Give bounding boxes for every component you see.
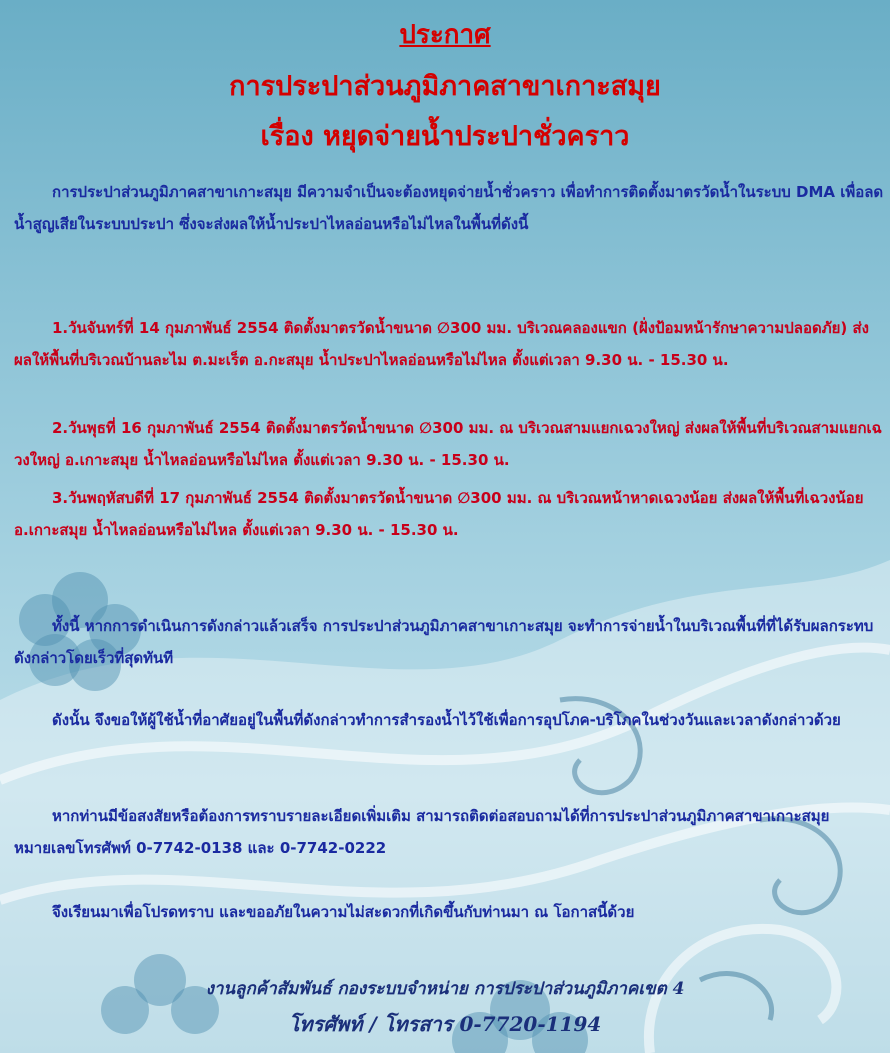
schedule-item-2: 2.วันพุธที่ 16 กุมภาพันธ์ 2554 ติดตั้งมาตรวัดน้ำขนาด ∅300 มม. ณ บริเวณสามแยกเฉวงใหญ่ ส่งผลให้พื้นที่บริเวณสามแยกเฉวงใหญ่ อ.เกาะสมุย น้ำไหลอ่อนหรือไม่ไหล ตั้งแต่เวลา 9.30 น. - 15.30 น. <box>14 419 882 469</box>
schedule-item-1: 1.วันจันทร์ที่ 14 กุมภาพันธ์ 2554 ติดตั้งมาตรวัดน้ำขนาด ∅300 มม. บริเวณคลองแขก (ฝั่งป้อมหน้ารักษาความปลอดภัย) ส่งผลให้พื้นที่บริเวณบ้านละไม ต.มะเร็ต อ.กะสมุย น้ำประปาไหลอ่อนหรือไม่ไหล ตั้งแต่เวลา 9.30 น. - 15.30 น. <box>14 319 869 369</box>
footer-phone-fax: โทรศัพท์ / โทรสาร 0-7720-1194 <box>288 1012 602 1036</box>
organization-heading: การประปาส่วนภูมิภาคสาขาเกาะสมุย <box>229 71 661 102</box>
completion-paragraph: ทั้งนี้ หากการดำเนินการดังกล่าวแล้วเสร็จ การประปาส่วนภูมิภาคสาขาเกาะสมุย จะทำการจ่ายน้ำในบริเวณพื้นที่ที่ได้รับผลกระทบดังกล่าวโดยเร็วที่สุดทันที <box>14 617 874 667</box>
subject-heading: เรื่อง หยุดจ่ายน้ำประปาชั่วคราว <box>260 121 630 152</box>
closing-paragraph: จึงเรียนมาเพื่อโปรดทราบ และขออภัยในความไม่สะดวกที่เกิดขึ้นกับท่านมา ณ โอกาสนี้ด้วย <box>52 903 635 921</box>
water-reserve-paragraph: ดังนั้น จึงขอให้ผู้ใช้น้ำที่อาศัยอยู่ในพื้นที่ดังกล่าวทำการสำรองน้ำไว้ใช้เพื่อการอุปโภค-บริโภคในช่วงวันและเวลาดังกล่าวด้วย <box>52 711 841 729</box>
announcement-title: ประกาศ <box>399 20 491 50</box>
intro-paragraph: การประปาส่วนภูมิภาคสาขาเกาะสมุย มีความจำเป็นจะต้องหยุดจ่ายน้ำชั่วคราว เพื่อทำการติดตั้งมาตรวัดน้ำในระบบ DMA เพื่อลดน้ำสูญเสียในระบบประปา ซึ่งจะส่งผลให้น้ำประปาไหลอ่อนหรือไม่ไหลในพื้นที่ดังนี้ <box>14 183 884 233</box>
contact-paragraph: หากท่านมีข้อสงสัยหรือต้องการทราบรายละเอียดเพิ่มเติม สามารถติดต่อสอบถามได้ที่การประปาส่วนภูมิภาคสาขาเกาะสมุย หมายเลขโทรศัพท์ 0-7742-0138 และ 0-7742-0222 <box>14 807 830 857</box>
footer-department: งานลูกค้าสัมพันธ์ กองระบบจำหน่าย การประปาส่วนภูมิภาคเขต 4 <box>205 979 685 999</box>
schedule-item-3: 3.วันพฤหัสบดีที่ 17 กุมภาพันธ์ 2554 ติดตั้งมาตรวัดน้ำขนาด ∅300 มม. ณ บริเวณหน้าหาดเฉวงน้อย ส่งผลให้พื้นที่เฉวงน้อย อ.เกาะสมุย น้ำไหลอ่อนหรือไม่ไหล ตั้งแต่เวลา 9.30 น. - 15.30 น. <box>14 489 864 539</box>
